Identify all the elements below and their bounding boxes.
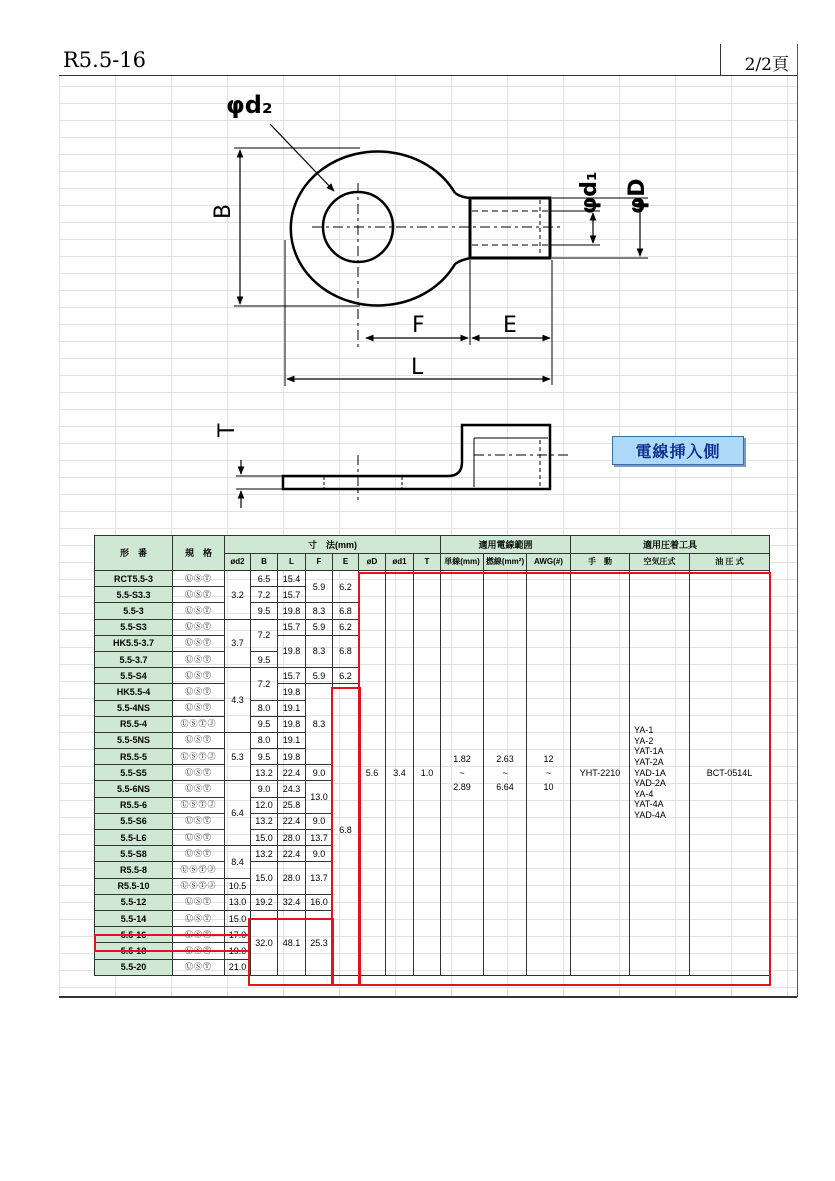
standard-cell: ⓊⓈⓉⒿ (173, 716, 225, 732)
f-cell: 16.0 (306, 894, 333, 910)
standard-cell: ⓊⓈⓉ (173, 668, 225, 684)
standard-cell: ⓊⓈⓉ (173, 781, 225, 797)
f-cell: 9.0 (306, 846, 333, 862)
manual-tool-cell: YHT-2210 (571, 571, 630, 976)
header-model: 形 番 (95, 536, 173, 571)
model-cell: 5.5-16 (95, 927, 173, 943)
standard-cell: ⓊⓈⓉⒿ (173, 749, 225, 765)
e-cell: 6.8 (333, 603, 359, 619)
d1-cell: 3.4 (386, 571, 414, 976)
model-cell: 5.5-12 (95, 894, 173, 910)
e-cell: 6.2 (333, 571, 359, 603)
d2-cell: 8.4 (225, 846, 251, 878)
l-cell: 19.8 (278, 635, 306, 667)
label-b: B (211, 203, 236, 219)
d2-cell: 3.2 (225, 571, 251, 620)
standard-cell: ⓊⓈⓉ (173, 765, 225, 781)
standard-cell: ⓊⓈⓉ (173, 635, 225, 651)
d2-cell: 6.4 (225, 781, 251, 846)
header-t: T (414, 554, 441, 571)
f-cell: 8.3 (306, 635, 333, 667)
d2-cell: 3.7 (225, 619, 251, 668)
l-cell: 15.4 (278, 571, 306, 587)
b-cell: 12.0 (251, 797, 278, 813)
standard-cell: ⓊⓈⓉ (173, 894, 225, 910)
l-cell: 19.8 (278, 684, 306, 700)
l-cell: 22.4 (278, 813, 306, 829)
model-cell: 5.5-3.7 (95, 651, 173, 667)
l-cell: 28.0 (278, 830, 306, 846)
f-cell: 9.0 (306, 765, 333, 781)
d-cell: 5.6 (359, 571, 386, 976)
l-cell: 22.4 (278, 846, 306, 862)
f-cell: 13.7 (306, 862, 333, 894)
model-cell: HK5.5-3.7 (95, 635, 173, 651)
model-cell: 5.5-18 (95, 943, 173, 959)
standard-cell: ⓊⓈⓉ (173, 619, 225, 635)
l-cell: 24.3 (278, 781, 306, 797)
l-cell: 15.7 (278, 619, 306, 635)
header-stranded: 撚線(mm²) (484, 554, 527, 571)
hydraulic-tool-cell: BCT-0514L (690, 571, 770, 976)
b-cell: 9.5 (251, 651, 278, 667)
standard-cell: ⓊⓈⓉ (173, 571, 225, 587)
b-cell: 9.5 (251, 749, 278, 765)
label-d1: φd₁ (577, 171, 602, 214)
header-manual: 手 動 (571, 554, 630, 571)
highlight-common-columns (358, 572, 771, 986)
header-e: E (333, 554, 359, 571)
barrel (470, 198, 550, 258)
b-cell: 9.0 (251, 781, 278, 797)
model-cell: R5.5-8 (95, 862, 173, 878)
header-d: øD (359, 554, 386, 571)
e-cell: 6.8 (333, 684, 359, 975)
model-cell: R5.5-6 (95, 797, 173, 813)
model-cell: 5.5-L6 (95, 830, 173, 846)
standard-cell: ⓊⓈⓉ (173, 684, 225, 700)
model-cell: R5.5-10 (95, 878, 173, 894)
header-hydraulic: 油 圧 式 (690, 554, 770, 571)
standard-cell: ⓊⓈⓉ (173, 603, 225, 619)
model-cell: 5.5-S5 (95, 765, 173, 781)
e-cell: 6.8 (333, 635, 359, 667)
page-number: 2/2頁 (744, 55, 789, 75)
d2-cell: 21.0 (225, 959, 251, 975)
b-cell: 13.2 (251, 846, 278, 862)
header-d1: ød1 (386, 554, 414, 571)
header-single: 単線(mm) (441, 554, 484, 571)
b-cell: 13.2 (251, 765, 278, 781)
b-cell: 15.0 (251, 862, 278, 894)
header-d2: ød2 (225, 554, 251, 571)
l-cell: 32.4 (278, 894, 306, 910)
label-d2: φd₂ (226, 91, 273, 119)
d2-cell: 5.3 (225, 732, 251, 781)
d2-cell: 19.0 (225, 943, 251, 959)
label-f: F (412, 313, 425, 338)
highlight-selected-row (94, 934, 250, 952)
b-cell: 7.2 (251, 619, 278, 651)
b-cell: 15.0 (251, 830, 278, 846)
l-cell: 28.0 (278, 862, 306, 894)
stranded-wire-cell: 2.63 ~ 6.64 (484, 571, 527, 976)
header-pneumatic: 空気圧式 (630, 554, 690, 571)
model-cell: 5.5-5NS (95, 732, 173, 748)
standard-cell: ⓊⓈⓉⒿ (173, 878, 225, 894)
standard-cell: ⓊⓈⓉ (173, 910, 225, 926)
l-cell: 19.1 (278, 700, 306, 716)
model-cell: 5.5-S3 (95, 619, 173, 635)
model-cell: 5.5-14 (95, 910, 173, 926)
b-cell: 32.0 (251, 910, 278, 975)
b-cell: 9.5 (251, 603, 278, 619)
f-cell: 5.9 (306, 619, 333, 635)
l-cell: 22.4 (278, 765, 306, 781)
d2-cell: 4.3 (225, 668, 251, 733)
standard-cell: ⓊⓈⓉⒿ (173, 797, 225, 813)
f-cell: 8.3 (306, 684, 333, 765)
b-cell: 19.2 (251, 894, 278, 910)
f-cell: 25.3 (306, 910, 333, 975)
l-cell: 19.8 (278, 603, 306, 619)
part-number: R5.5-16 (63, 48, 147, 72)
awg-cell: 12 ~ 10 (527, 571, 571, 976)
b-cell: 8.0 (251, 700, 278, 716)
standard-cell: ⓊⓈⓉ (173, 943, 225, 959)
model-cell: 5.5-S3.3 (95, 587, 173, 603)
f-cell: 5.9 (306, 571, 333, 603)
t-cell: 1.0 (414, 571, 441, 976)
header-b: B (251, 554, 278, 571)
model-cell: R5.5-4 (95, 716, 173, 732)
model-cell: R5.5-5 (95, 749, 173, 765)
standard-cell: ⓊⓈⓉ (173, 846, 225, 862)
standard-cell: ⓊⓈⓉ (173, 732, 225, 748)
standard-cell: ⓊⓈⓉ (173, 813, 225, 829)
f-cell: 9.0 (306, 813, 333, 829)
model-cell: HK5.5-4 (95, 684, 173, 700)
l-cell: 15.7 (278, 587, 306, 603)
header-l: L (278, 554, 306, 571)
d2-cell: 10.5 (225, 878, 251, 894)
standard-cell: ⓊⓈⓉ (173, 927, 225, 943)
b-cell: 7.2 (251, 668, 278, 700)
wire-insertion-side-callout: 電線挿入側 (612, 436, 744, 465)
l-cell: 19.1 (278, 732, 306, 748)
d2-cell: 13.0 (225, 894, 251, 910)
highlight-e-column (331, 687, 361, 986)
header-awg: AWG(#) (527, 554, 571, 571)
header-dimensions: 寸 法(mm) (225, 536, 441, 554)
model-cell: 5.5-20 (95, 959, 173, 975)
e-cell: 6.2 (333, 668, 359, 684)
e-cell: 6.2 (333, 619, 359, 635)
model-cell: RCT5.5-3 (95, 571, 173, 587)
b-cell: 9.5 (251, 716, 278, 732)
b-cell: 8.0 (251, 732, 278, 748)
l-cell: 48.1 (278, 910, 306, 975)
label-d: φD (625, 178, 650, 214)
header-wire-range: 適用電線範囲 (441, 536, 571, 554)
standard-cell: ⓊⓈⓉ (173, 587, 225, 603)
l-cell: 15.7 (278, 668, 306, 684)
b-cell: 13.2 (251, 813, 278, 829)
model-cell: 5.5-S4 (95, 668, 173, 684)
side-profile (283, 425, 550, 489)
pneumatic-tool-cell: YA-1 YA-2 YAT-1A YAT-2A YAD-1A YAD-2A YA-4 YAT-4A YAD-4A (630, 571, 690, 976)
b-cell: 7.2 (251, 587, 278, 603)
sheet-bottom-border (59, 996, 797, 998)
f-cell: 5.9 (306, 668, 333, 684)
standard-cell: ⓊⓈⓉ (173, 830, 225, 846)
model-cell: 5.5-3 (95, 603, 173, 619)
header-standard: 規 格 (173, 536, 225, 571)
model-cell: 5.5-S6 (95, 813, 173, 829)
d2-cell: 17.0 (225, 927, 251, 943)
l-cell: 19.8 (278, 716, 306, 732)
single-wire-cell: 1.82 ~ 2.89 (441, 571, 484, 976)
l-cell: 19.8 (278, 749, 306, 765)
standard-cell: ⓊⓈⓉ (173, 651, 225, 667)
f-cell: 13.7 (306, 830, 333, 846)
d2-cell: 15.0 (225, 910, 251, 926)
standard-cell: ⓊⓈⓉⒿ (173, 862, 225, 878)
header-tools: 適用圧着工具 (571, 536, 770, 554)
standard-cell: ⓊⓈⓉ (173, 959, 225, 975)
b-cell: 6.5 (251, 571, 278, 587)
standard-cell: ⓊⓈⓉ (173, 700, 225, 716)
label-t: T (215, 423, 240, 437)
f-cell: 13.0 (306, 781, 333, 813)
label-e: E (503, 313, 517, 338)
l-cell: 25.8 (278, 797, 306, 813)
f-cell: 8.3 (306, 603, 333, 619)
model-cell: 5.5-4NS (95, 700, 173, 716)
label-l: L (411, 355, 424, 380)
header-f: F (306, 554, 333, 571)
model-cell: 5.5-6NS (95, 781, 173, 797)
highlight-dimension-block (248, 918, 334, 986)
model-cell: 5.5-S8 (95, 846, 173, 862)
